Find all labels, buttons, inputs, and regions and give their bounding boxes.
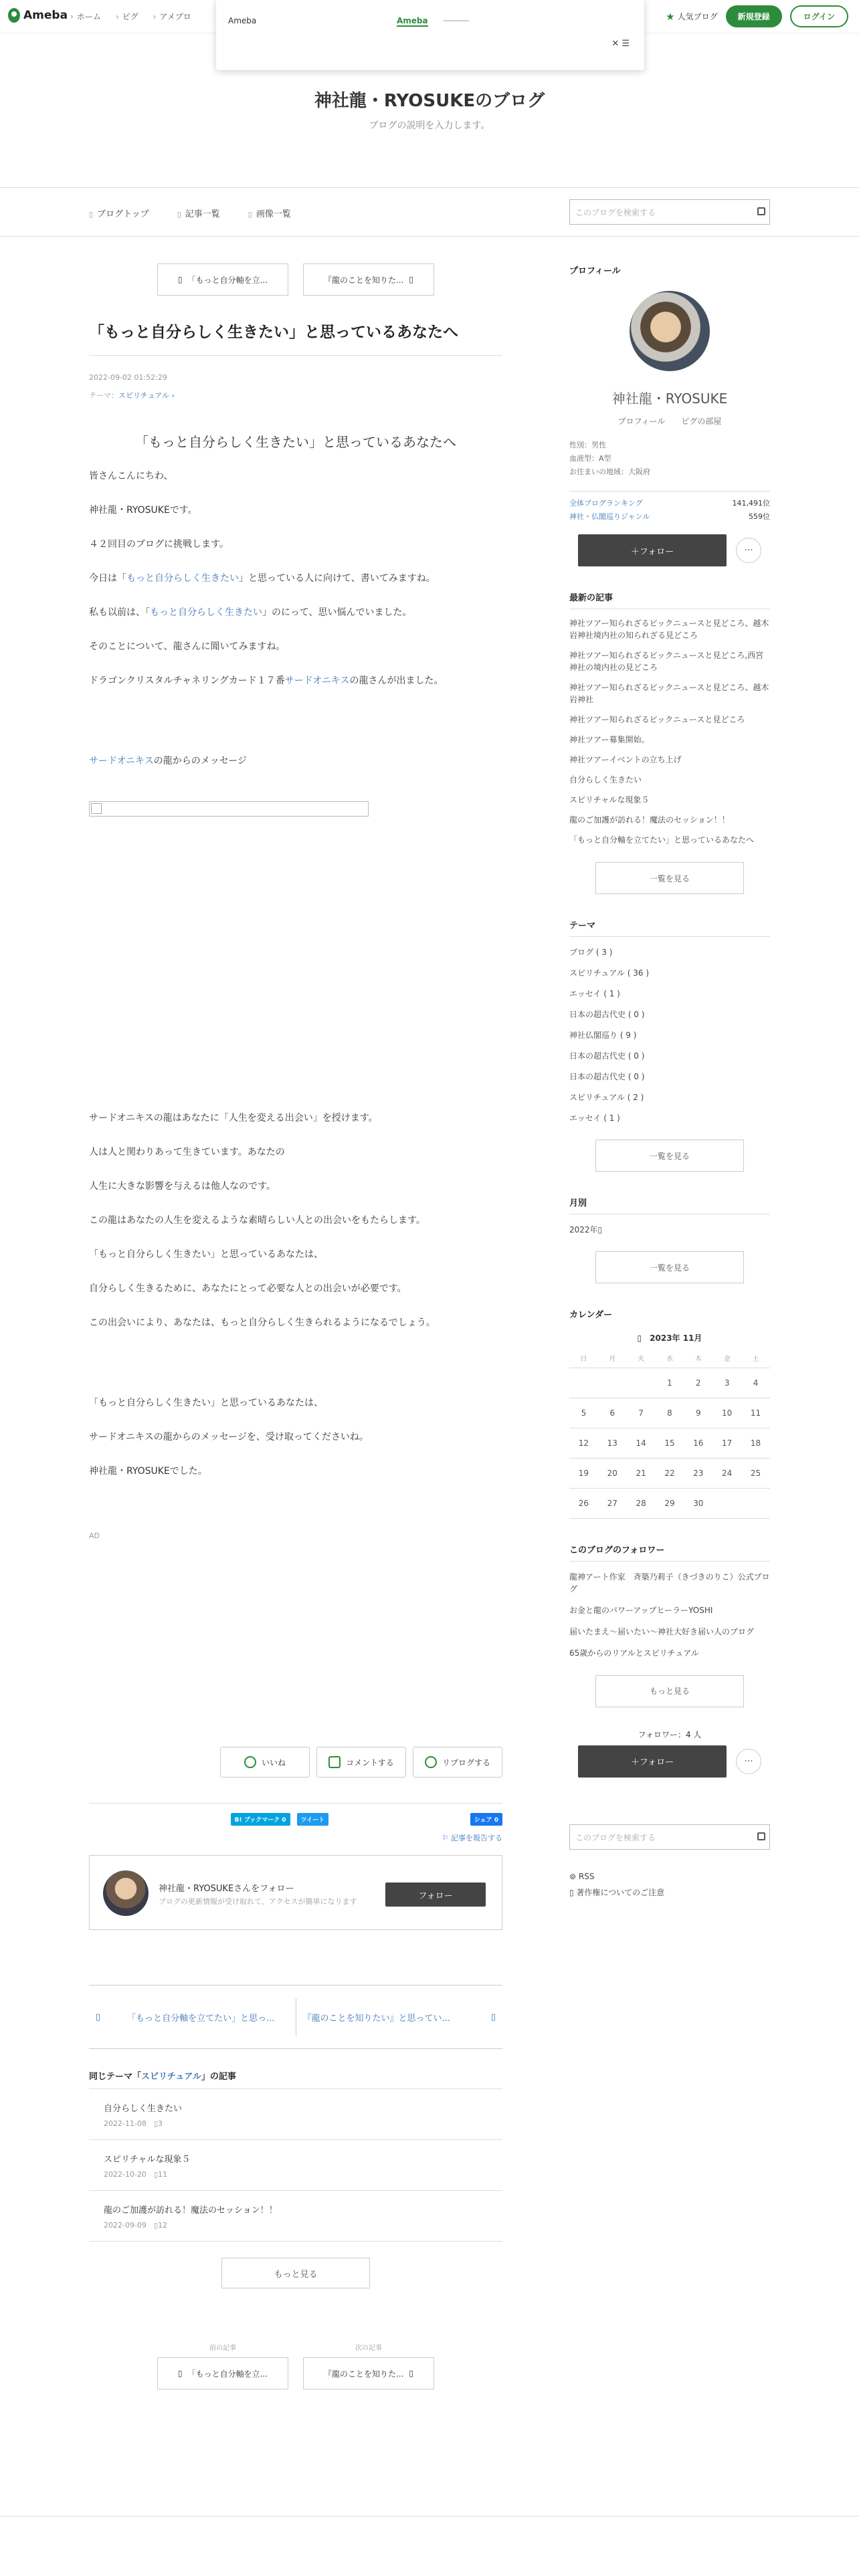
calendar-day[interactable]: 14 bbox=[627, 1428, 656, 1458]
popover-divider bbox=[444, 20, 469, 21]
calendar-day[interactable]: 12 bbox=[569, 1428, 598, 1458]
follower-item[interactable]: お金と龍のパワーアップヒーラーYOSHI bbox=[569, 1605, 713, 1615]
follow-button[interactable]: フォロー bbox=[385, 1883, 486, 1907]
prev-entry-button[interactable] bbox=[157, 263, 288, 296]
item-title: 龍のご加護が訪れる！魔法のセッション！！ bbox=[104, 2206, 278, 2216]
follower-count[interactable]: フォロワー：4 人 bbox=[638, 1729, 702, 1739]
author-avatar[interactable] bbox=[103, 1870, 149, 1916]
weekday-header: 月 bbox=[598, 1349, 627, 1368]
item-title: スピリチャルな現象５ bbox=[104, 2155, 191, 2165]
body-line: 人は人と関わりあって生きています。あなたの bbox=[89, 1147, 285, 1158]
calendar-day[interactable]: 11 bbox=[741, 1398, 770, 1428]
theme-item[interactable]: 神社仏閣巡り ( 9 ) bbox=[569, 1031, 637, 1040]
calendar-month-label: 2023年 11月 bbox=[650, 1333, 702, 1343]
sidebar-follow-button[interactable]: ＋フォロー bbox=[578, 534, 727, 566]
copyright-link[interactable] bbox=[569, 1885, 770, 1901]
report-link[interactable]: ⚐ 記事を報告する bbox=[442, 1834, 502, 1842]
profile-info-line: お住まいの地域：大阪府 bbox=[569, 467, 650, 476]
popover-text: Ameba bbox=[228, 16, 257, 25]
monthly-label: 2022年 bbox=[569, 1225, 598, 1235]
profile-info-line: 血液型：A型 bbox=[569, 454, 611, 463]
theme-item[interactable]: エッセイ ( 1 ) bbox=[569, 1113, 620, 1123]
calendar-day bbox=[569, 1368, 598, 1398]
calendar-week bbox=[569, 1488, 770, 1518]
follower-item[interactable]: 龍神アート作家 斉築乃莉子（きづきのりこ）公式ブログ bbox=[569, 1572, 770, 1594]
recent-section bbox=[569, 591, 770, 894]
body-text: の龍さんが出ました。 bbox=[349, 675, 444, 686]
like-icon bbox=[244, 1756, 256, 1768]
nav-blog-top[interactable]: ▯ ブログトップ bbox=[89, 207, 149, 219]
chevron-left-icon: ▯ bbox=[177, 275, 183, 284]
calendar-day[interactable]: 13 bbox=[598, 1428, 627, 1458]
calendar-day[interactable]: 29 bbox=[656, 1488, 684, 1518]
calendar-day bbox=[712, 1488, 741, 1518]
calendar-day[interactable]: 15 bbox=[656, 1428, 684, 1458]
next-article-title: 『龍のことを知りたい』と思ってい... bbox=[302, 2013, 450, 2024]
close-icon[interactable]: ✕ ☰ bbox=[611, 39, 630, 49]
copyright-label: 著作権についてのご注意 bbox=[576, 1887, 665, 1897]
chevron-right-icon: ▯ bbox=[409, 275, 414, 284]
weekday-header: 日 bbox=[569, 1349, 598, 1368]
same-theme-heading bbox=[89, 2069, 502, 2089]
body-line: 皆さんこんにちわ、 bbox=[89, 471, 173, 481]
ameba-logo[interactable] bbox=[8, 8, 68, 23]
tweet-button[interactable]: ツイート bbox=[297, 1813, 329, 1826]
main-column bbox=[89, 237, 502, 2389]
followers-section bbox=[569, 1543, 770, 1778]
body-line: 人生に大きな影響を与えるは他人なのです。 bbox=[89, 1181, 276, 1192]
recent-item[interactable]: 神社ツアー知られざるビックニュースと見どころ、越木岩神社境内社の知られざる見どころ bbox=[569, 619, 769, 640]
comment-label: コメントする bbox=[346, 1757, 394, 1767]
theme-item[interactable]: ブログ ( 3 ) bbox=[569, 948, 613, 957]
theme-link[interactable]: スピリチュアル bbox=[118, 391, 170, 400]
prev-article-link[interactable] bbox=[89, 2011, 296, 2024]
blog-search-input[interactable] bbox=[569, 199, 770, 225]
monthly-list-button[interactable]: 一覧を見る bbox=[595, 1251, 744, 1283]
global-nav bbox=[0, 187, 859, 237]
ranking-value: 559位 bbox=[749, 512, 770, 521]
item-count: 3 bbox=[158, 2119, 163, 2128]
calendar-week bbox=[569, 1398, 770, 1428]
ranking-row[interactable] bbox=[569, 510, 770, 524]
calendar-day bbox=[627, 1368, 656, 1398]
calendar-table bbox=[569, 1349, 770, 1519]
ad-label: AD bbox=[89, 1531, 100, 1540]
bottom-pager bbox=[89, 2342, 502, 2389]
comment-count-icon: ▯ bbox=[153, 2119, 158, 2128]
theme-section bbox=[569, 918, 770, 1172]
profile-info bbox=[569, 439, 770, 479]
prev-label: 前の記事 bbox=[209, 2345, 236, 2352]
calendar-day[interactable]: 28 bbox=[627, 1488, 656, 1518]
top-nav-home[interactable]: › ホーム bbox=[70, 11, 101, 22]
search-icon[interactable] bbox=[757, 207, 765, 215]
body-text: 私も以前は、「 bbox=[89, 607, 150, 618]
item-date: 2022-09-09 bbox=[104, 2221, 147, 2230]
doc-icon: ▯ bbox=[569, 1887, 577, 1897]
recent-item[interactable]: 神社ツアー募集開始。 bbox=[569, 735, 650, 744]
body-line: 「もっと自分らしく生きたい」と思っているあなたは、 bbox=[89, 1398, 323, 1408]
ranking bbox=[569, 491, 770, 524]
followers-heading: このブログのフォロワー bbox=[569, 1543, 770, 1562]
body-line: この龍はあなたの人生を変えるような素晴らしい人との出会いをもたらします。 bbox=[89, 1215, 425, 1226]
article-theme: テーマ：スピリチュアル › bbox=[89, 391, 175, 400]
prev-article-title: 「もっと自分軸を立てたい」と思っ... bbox=[127, 2013, 275, 2024]
same-theme-item[interactable] bbox=[89, 2089, 502, 2140]
follow-box-title: 神社龍・RYOSUKEさんをフォロー bbox=[159, 1884, 294, 1894]
body-link[interactable]: もっと自分らしく生きたい bbox=[150, 607, 262, 618]
theme-item[interactable]: スピリチュアル ( 36 ) bbox=[569, 968, 649, 978]
calendar-day[interactable]: 6 bbox=[598, 1398, 627, 1428]
calendar-week bbox=[569, 1428, 770, 1458]
follow-box bbox=[89, 1855, 502, 1930]
top-nav bbox=[70, 11, 191, 22]
recent-item[interactable]: 神社ツアー知られざるビックニュースと見どころ,西宮神社の境内社の見どころ bbox=[569, 651, 764, 672]
sidebar bbox=[569, 237, 770, 1901]
calendar-day[interactable]: 9 bbox=[684, 1398, 712, 1428]
chevron-right-icon: ▯ bbox=[409, 2369, 414, 2378]
profile-links[interactable]: プロフィール ピグの部屋 bbox=[617, 417, 722, 426]
body-line: ４２回目のブログに挑戦します。 bbox=[89, 539, 229, 550]
sidebar-footer bbox=[569, 1868, 770, 1901]
monthly-heading: 月別 bbox=[569, 1196, 770, 1214]
search-placeholder: このブログを検索する bbox=[575, 208, 656, 217]
monthly-item[interactable] bbox=[569, 1224, 770, 1235]
body-link[interactable]: もっと自分らしく生きたい bbox=[126, 573, 239, 584]
profile-name[interactable]: 神社龍・RYOSUKE bbox=[611, 391, 728, 407]
chevron-left-icon: ▯ bbox=[96, 2012, 101, 2022]
weekday-header: 木 bbox=[684, 1349, 712, 1368]
ameba-logo-icon bbox=[8, 8, 20, 23]
profile-section bbox=[569, 263, 770, 566]
theme-item[interactable]: エッセイ ( 1 ) bbox=[569, 989, 620, 998]
follower-item[interactable]: 65歳からのリアルとスピリチュアル bbox=[569, 1648, 699, 1658]
item-title: 自分らしく生きたい bbox=[104, 2104, 183, 2114]
body-text: 」と思っている人に向けて、書いてみますね。 bbox=[239, 573, 436, 584]
search-icon[interactable] bbox=[757, 1832, 765, 1840]
item-count: 11 bbox=[158, 2170, 167, 2179]
calendar-day[interactable]: 23 bbox=[684, 1458, 712, 1488]
article-title[interactable]: 「もっと自分らしく生きたい」と思っているあなたへ bbox=[89, 320, 502, 356]
follow-row-2 bbox=[569, 1745, 770, 1778]
blog-description: ブログの説明を入力します。 bbox=[369, 120, 490, 131]
calendar-day[interactable]: 22 bbox=[656, 1458, 684, 1488]
reblog-icon bbox=[425, 1756, 437, 1768]
theme-list-button[interactable]: 一覧を見る bbox=[595, 1140, 744, 1172]
signup-button[interactable]: 新規登録 bbox=[726, 5, 782, 27]
body-line bbox=[89, 754, 502, 768]
calendar-day[interactable]: 26 bbox=[569, 1488, 598, 1518]
next-entry-button[interactable] bbox=[303, 263, 434, 296]
more-button[interactable]: もっと見る bbox=[221, 2258, 370, 2288]
top-nav-pigg[interactable]: › ピグ bbox=[116, 11, 138, 22]
weekday-header: 火 bbox=[627, 1349, 656, 1368]
next-entry-title: 『龍のことを知りた... bbox=[323, 2369, 404, 2379]
calendar-heading: カレンダー bbox=[569, 1310, 613, 1320]
body-link[interactable]: サードオニキス bbox=[89, 756, 154, 766]
theme-label: テーマ： bbox=[89, 391, 118, 400]
body-line: この出会いにより、あなたは、もっと自分らしく生きられるようになるでしょう。 bbox=[89, 1317, 436, 1328]
comment-button[interactable] bbox=[316, 1747, 406, 1778]
calendar-month bbox=[569, 1332, 770, 1344]
item-meta bbox=[104, 2118, 502, 2129]
rss-icon: ⊚ bbox=[569, 1871, 579, 1881]
body-line bbox=[89, 572, 502, 585]
star-icon: ★ bbox=[666, 10, 675, 23]
recent-item[interactable]: スピリチャルな現象５ bbox=[569, 795, 650, 804]
next-article-link[interactable] bbox=[296, 2011, 503, 2024]
calendar-section bbox=[569, 1307, 770, 1519]
sidebar-search-input[interactable] bbox=[569, 1824, 770, 1850]
profile-avatar[interactable] bbox=[630, 291, 710, 371]
calendar-day[interactable]: 18 bbox=[741, 1428, 770, 1458]
calendar-day[interactable]: 1 bbox=[656, 1368, 684, 1398]
same-theme-section bbox=[89, 2069, 502, 2288]
body-link[interactable]: サードオニキス bbox=[284, 675, 350, 686]
prev-entry-button[interactable] bbox=[157, 2357, 288, 2389]
item-date: 2022-10-20 bbox=[104, 2170, 147, 2179]
next-label: 次の記事 bbox=[355, 2345, 382, 2352]
profile-heading: プロフィール bbox=[569, 266, 621, 276]
ranking-label: 全体ブログランキング bbox=[569, 499, 643, 508]
like-label: いいね bbox=[261, 1757, 286, 1767]
hatena-bookmark-button[interactable]: B! ブックマーク 0 bbox=[231, 1813, 290, 1826]
recent-item[interactable]: 神社ツアー知られざるビックニュースと見どころ bbox=[569, 715, 745, 724]
reblog-label: リブログする bbox=[442, 1757, 490, 1767]
weekday-header: 金 bbox=[712, 1349, 741, 1368]
comment-count-icon: ▯ bbox=[153, 2170, 158, 2179]
recent-heading: 最新の記事 bbox=[569, 591, 770, 609]
calendar-week bbox=[569, 1368, 770, 1398]
broken-image[interactable] bbox=[89, 801, 369, 817]
follow-box-desc: ブログの更新情報が受け取れて、アクセスが簡単になります bbox=[159, 1897, 357, 1906]
report-label: 記事を報告する bbox=[451, 1834, 502, 1842]
body-text: 」のにって、思い悩んでいました。 bbox=[262, 607, 412, 618]
item-count: 12 bbox=[158, 2221, 167, 2230]
login-button[interactable]: ログイン bbox=[790, 5, 848, 27]
ranking-value: 141,491位 bbox=[732, 499, 770, 508]
body-line: サードオニキスの龍からのメッセージを、受け取ってくださいね。 bbox=[89, 1432, 369, 1442]
facebook-share-button[interactable]: シェア 0 bbox=[470, 1813, 502, 1826]
calendar-day[interactable]: 20 bbox=[598, 1458, 627, 1488]
prev-entry-title: 「もっと自分軸を立... bbox=[187, 2369, 268, 2379]
calendar-day[interactable]: 10 bbox=[712, 1398, 741, 1428]
body-text: 今日は「 bbox=[89, 573, 126, 584]
recent-item[interactable]: 神社ツアーイベントの立ち上げ bbox=[569, 755, 682, 764]
calendar-day bbox=[741, 1488, 770, 1518]
body-line bbox=[89, 606, 502, 619]
same-theme-link[interactable]: スピリチュアル bbox=[141, 2072, 201, 2082]
popular-blog-link[interactable] bbox=[666, 11, 717, 23]
calendar-day[interactable]: 4 bbox=[741, 1368, 770, 1398]
weekday-header: 水 bbox=[656, 1349, 684, 1368]
rss-link[interactable] bbox=[569, 1868, 770, 1885]
more-icon[interactable]: ··· bbox=[736, 538, 761, 563]
recent-item[interactable]: 龍のご加護が訪れる！魔法のセッション！！ bbox=[569, 815, 730, 825]
same-theme-prefix: 同じテーマ「 bbox=[89, 2072, 142, 2082]
ranking-label: 神社・仏閣巡りジャンル bbox=[569, 512, 650, 521]
weekday-header: 土 bbox=[741, 1349, 770, 1368]
body-text: の龍からのメッセージ bbox=[153, 756, 247, 766]
follow-row bbox=[569, 534, 770, 566]
comment-count-icon: ▯ bbox=[153, 2221, 158, 2230]
article-date: 2022-09-02 01:52:29 bbox=[89, 373, 167, 382]
rss-label: RSS bbox=[578, 1871, 595, 1881]
ranking-row[interactable] bbox=[569, 497, 770, 510]
follower-item[interactable]: 届いたまえ〜届いたい〜神社大好き届い人のブログ bbox=[569, 1626, 755, 1636]
article-body bbox=[89, 469, 502, 1478]
nav-entry-list[interactable]: ▯ 記事一覧 bbox=[177, 207, 220, 219]
same-theme-item[interactable] bbox=[89, 2191, 502, 2242]
body-line bbox=[89, 674, 502, 687]
calendar-day[interactable]: 16 bbox=[684, 1428, 712, 1458]
body-line: サードオニキスの龍はあなたに「人生を変える出会い」を授けます。 bbox=[89, 1113, 378, 1123]
chevron-left-icon[interactable]: ▯ bbox=[637, 1333, 650, 1343]
reblog-button[interactable] bbox=[413, 1747, 502, 1778]
comment-icon bbox=[328, 1756, 341, 1768]
theme-item[interactable]: 日本の超古代史 ( 0 ) bbox=[569, 1010, 645, 1019]
calendar-day[interactable]: 27 bbox=[598, 1488, 627, 1518]
popular-blog-label: 人気ブログ bbox=[677, 12, 718, 21]
top-pager bbox=[89, 263, 502, 296]
calendar-day[interactable]: 2 bbox=[684, 1368, 712, 1398]
same-theme-item[interactable] bbox=[89, 2140, 502, 2191]
top-nav-ameblo[interactable]: › アメブロ bbox=[153, 11, 191, 22]
item-meta bbox=[104, 2220, 502, 2230]
body-line: そのことについて、龍さんに聞いてみますね。 bbox=[89, 641, 286, 652]
calendar-day[interactable]: 30 bbox=[684, 1488, 712, 1518]
blog-header bbox=[0, 70, 859, 187]
share-bar bbox=[89, 1803, 502, 1826]
recent-item[interactable]: 神社ツアー知られざるビックニュースと見どころ、越木岩神社 bbox=[569, 683, 769, 704]
calendar-day[interactable]: 3 bbox=[712, 1368, 741, 1398]
recent-item[interactable]: 自分らしく生きたい bbox=[569, 775, 642, 784]
blog-title[interactable]: 神社龍・RYOSUKEのブログ bbox=[314, 91, 545, 111]
chevron-left-icon: ▯ bbox=[177, 2369, 183, 2378]
article-actions bbox=[89, 1747, 502, 1778]
chevron-right-icon: ▯ bbox=[490, 2012, 496, 2022]
logo-text: Ameba bbox=[23, 9, 68, 22]
calendar-day[interactable]: 19 bbox=[569, 1458, 598, 1488]
search-placeholder: このブログを検索する bbox=[575, 1832, 656, 1842]
next-entry-title: 『龍のことを知りた... bbox=[323, 275, 404, 285]
calendar-day[interactable]: 21 bbox=[627, 1458, 656, 1488]
popover-tab[interactable]: Ameba bbox=[397, 16, 428, 25]
calendar-day[interactable]: 25 bbox=[741, 1458, 770, 1488]
body-text: ドラゴンクリスタルチャネリングカード１７番 bbox=[89, 675, 285, 686]
followers-more-button[interactable]: もっと見る bbox=[595, 1675, 744, 1707]
theme-item[interactable]: 日本の超古代史 ( 0 ) bbox=[569, 1051, 645, 1061]
calendar-day[interactable]: 24 bbox=[712, 1458, 741, 1488]
like-button[interactable] bbox=[220, 1747, 310, 1778]
calendar-week bbox=[569, 1458, 770, 1488]
prev-next-nav bbox=[89, 1985, 502, 2049]
body-line: 神社龍・RYOSUKEでした。 bbox=[89, 1466, 207, 1477]
same-theme-suffix: 」の記事 bbox=[201, 2072, 236, 2082]
article-heading: 「もっと自分らしく生きたい」と思っているあなたへ bbox=[135, 434, 456, 450]
calendar-day bbox=[598, 1368, 627, 1398]
theme-item[interactable]: スピリチュアル ( 2 ) bbox=[569, 1093, 644, 1102]
item-meta bbox=[104, 2169, 502, 2179]
prev-entry-title: 「もっと自分軸を立... bbox=[187, 275, 268, 285]
expand-icon: ▯ bbox=[597, 1225, 603, 1235]
item-date: 2022-11-08 bbox=[104, 2119, 147, 2128]
body-line: 自分らしく生きるために、あなたにとって必要な人との出会いが必要です。 bbox=[89, 1283, 407, 1294]
recent-list-button[interactable]: 一覧を見る bbox=[595, 862, 744, 894]
sidebar-follow-button-2[interactable]: ＋フォロー bbox=[578, 1745, 727, 1778]
header-popover bbox=[216, 0, 644, 70]
theme-item[interactable]: 日本の超古代史 ( 0 ) bbox=[569, 1072, 645, 1081]
calendar-day[interactable]: 8 bbox=[656, 1398, 684, 1428]
calendar-day[interactable]: 17 bbox=[712, 1428, 741, 1458]
nav-image-list[interactable]: ▯ 画像一覧 bbox=[248, 207, 291, 219]
body-line: 神社龍・RYOSUKEです。 bbox=[89, 505, 197, 516]
more-icon[interactable]: ··· bbox=[736, 1749, 761, 1774]
body-line: 「もっと自分らしく生きたい」と思っているあなたは、 bbox=[89, 1249, 323, 1260]
calendar-day[interactable]: 7 bbox=[627, 1398, 656, 1428]
profile-info-line: 性別：男性 bbox=[569, 441, 606, 449]
next-entry-button[interactable] bbox=[303, 2357, 434, 2389]
recent-item[interactable]: 「もっと自分軸を立てたい」と思っているあなたへ bbox=[569, 835, 755, 845]
theme-heading: テーマ bbox=[569, 918, 770, 937]
monthly-section bbox=[569, 1196, 770, 1283]
calendar-day[interactable]: 5 bbox=[569, 1398, 598, 1428]
